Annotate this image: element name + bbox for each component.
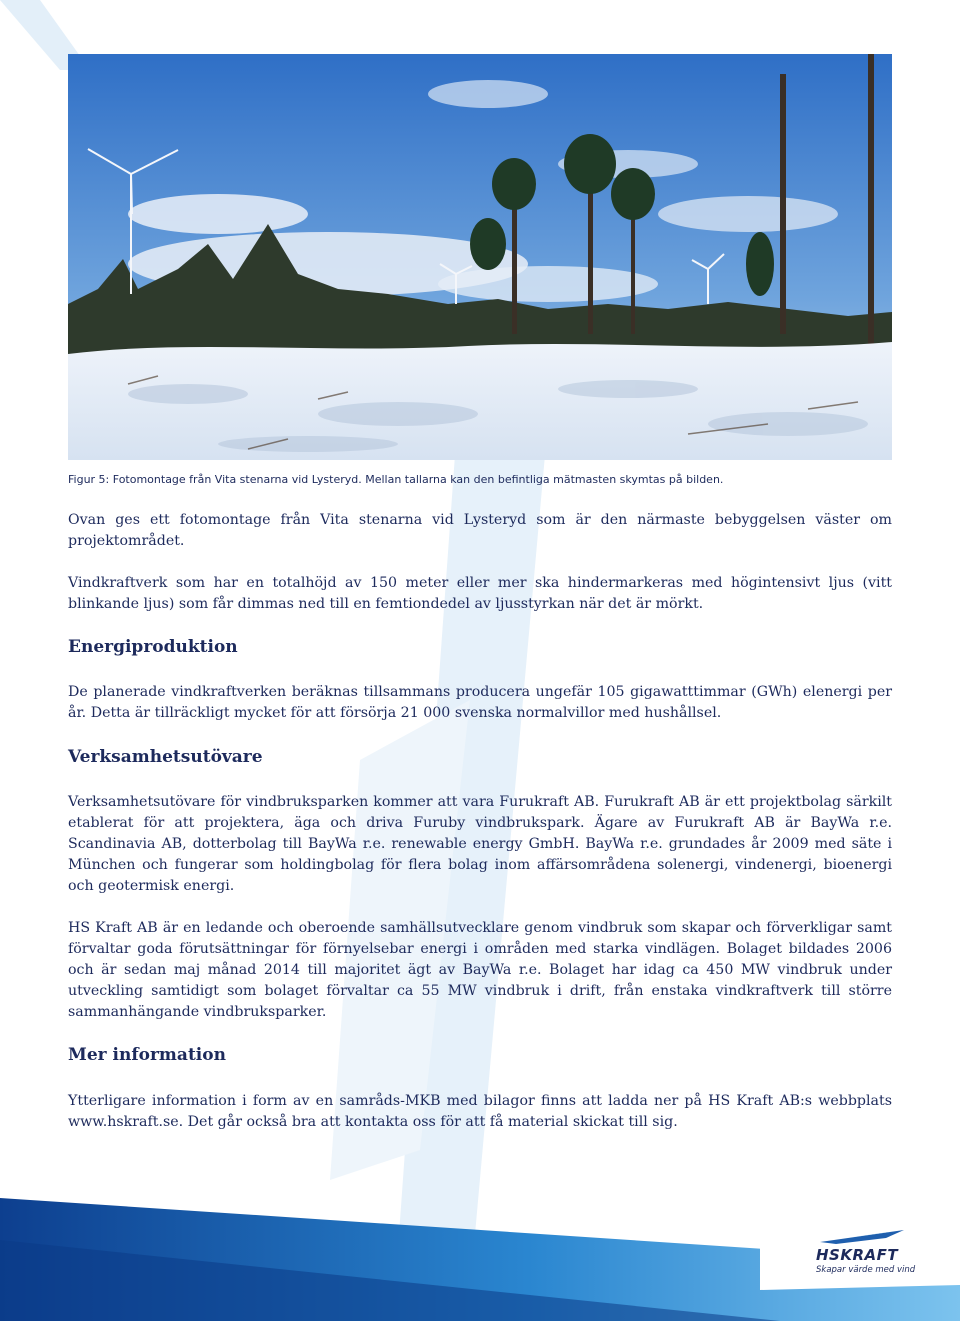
heading-energiproduktion: Energiproduktion [68, 637, 238, 657]
logo-blade-icon [816, 1228, 908, 1246]
intro-paragraph-2: Vindkraftverk som har en totalhöjd av 150 meter eller mer ska hindermarkeras med högintensivt ljus (vitt blinkande ljus) som får dimmas ned till en femtiondedel av ljusstyrkan när det är mörkt. [68, 575, 892, 612]
logo-kraft: KRAFT [840, 1246, 899, 1264]
energi-paragraph: De planerade vindkraftverken beräknas tillsammans producera ungefär 105 gigawatttimmar (GWh) elenergi per år. Detta är tillräckligt mycket för att försörja 21 000 svenska normalvillor med hushållsel. [68, 684, 892, 721]
figure-caption: Figur 5: Fotomontage från Vita stenarna vid Lysteryd. Mellan tallarna kan den befintliga mätmasten skymtas på bilden. [68, 473, 724, 486]
logo-wordmark [816, 1246, 898, 1264]
logo-hs: HS [816, 1246, 841, 1264]
heading-verksamhetsutovare: Verksamhetsutövare [68, 747, 263, 767]
logo-tagline: Skapar värde med vind [816, 1265, 916, 1275]
landscape-photo [68, 54, 892, 460]
mer-info-paragraph: Ytterligare information i form av en samråds-MKB med bilagor finns att ladda ner på HS Kraft AB:s webbplats www.hskraft.se. Det går också bra att kontakta oss för att få material skickat till sig. [68, 1093, 892, 1130]
hs-kraft-logo [812, 1228, 916, 1278]
heading-mer-information: Mer information [68, 1045, 226, 1065]
intro-paragraph-1: Ovan ges ett fotomontage från Vita stenarna vid Lysteryd som är den närmaste bebyggelsen väster om projektområdet. [68, 512, 892, 549]
verksamhet-paragraph-1: Verksamhetsutövare för vindbruksparken kommer att vara Furukraft AB. Furukraft AB är ett projektbolag särkilt etablerat för att projektera, äga och driva Furuby vindbrukspark. Ägare av Furukraft AB är BayWa r.e. Scandinavia AB, dotterbolag till BayWa r.e. renewable energy GmbH. BayWa r.e. grundades år 2009 med säte i München och fungerar som holdingbolag för flera bolag inom affärsområdena solenergi, vindenergi, bioenergi och geotermisk energi. [68, 794, 892, 894]
verksamhet-paragraph-2: HS Kraft AB är en ledande och oberoende samhällsutvecklare genom vindbruk som skapar och förverkligar samt förvaltar goda förutsättningar för förnyelsebar energi i områden med starka vindlägen. Bolaget bildades 2006 och är sedan maj månad 2014 till majoritet ägt av BayWa r.e. Bolaget har idag ca 450 MW vindbruk under utveckling samtidigt som bolaget förvaltar ca 55 MW vindbruk i drift, från enstaka vindkraftverk till större sammanhängande vindbruksparker. [68, 920, 892, 1020]
